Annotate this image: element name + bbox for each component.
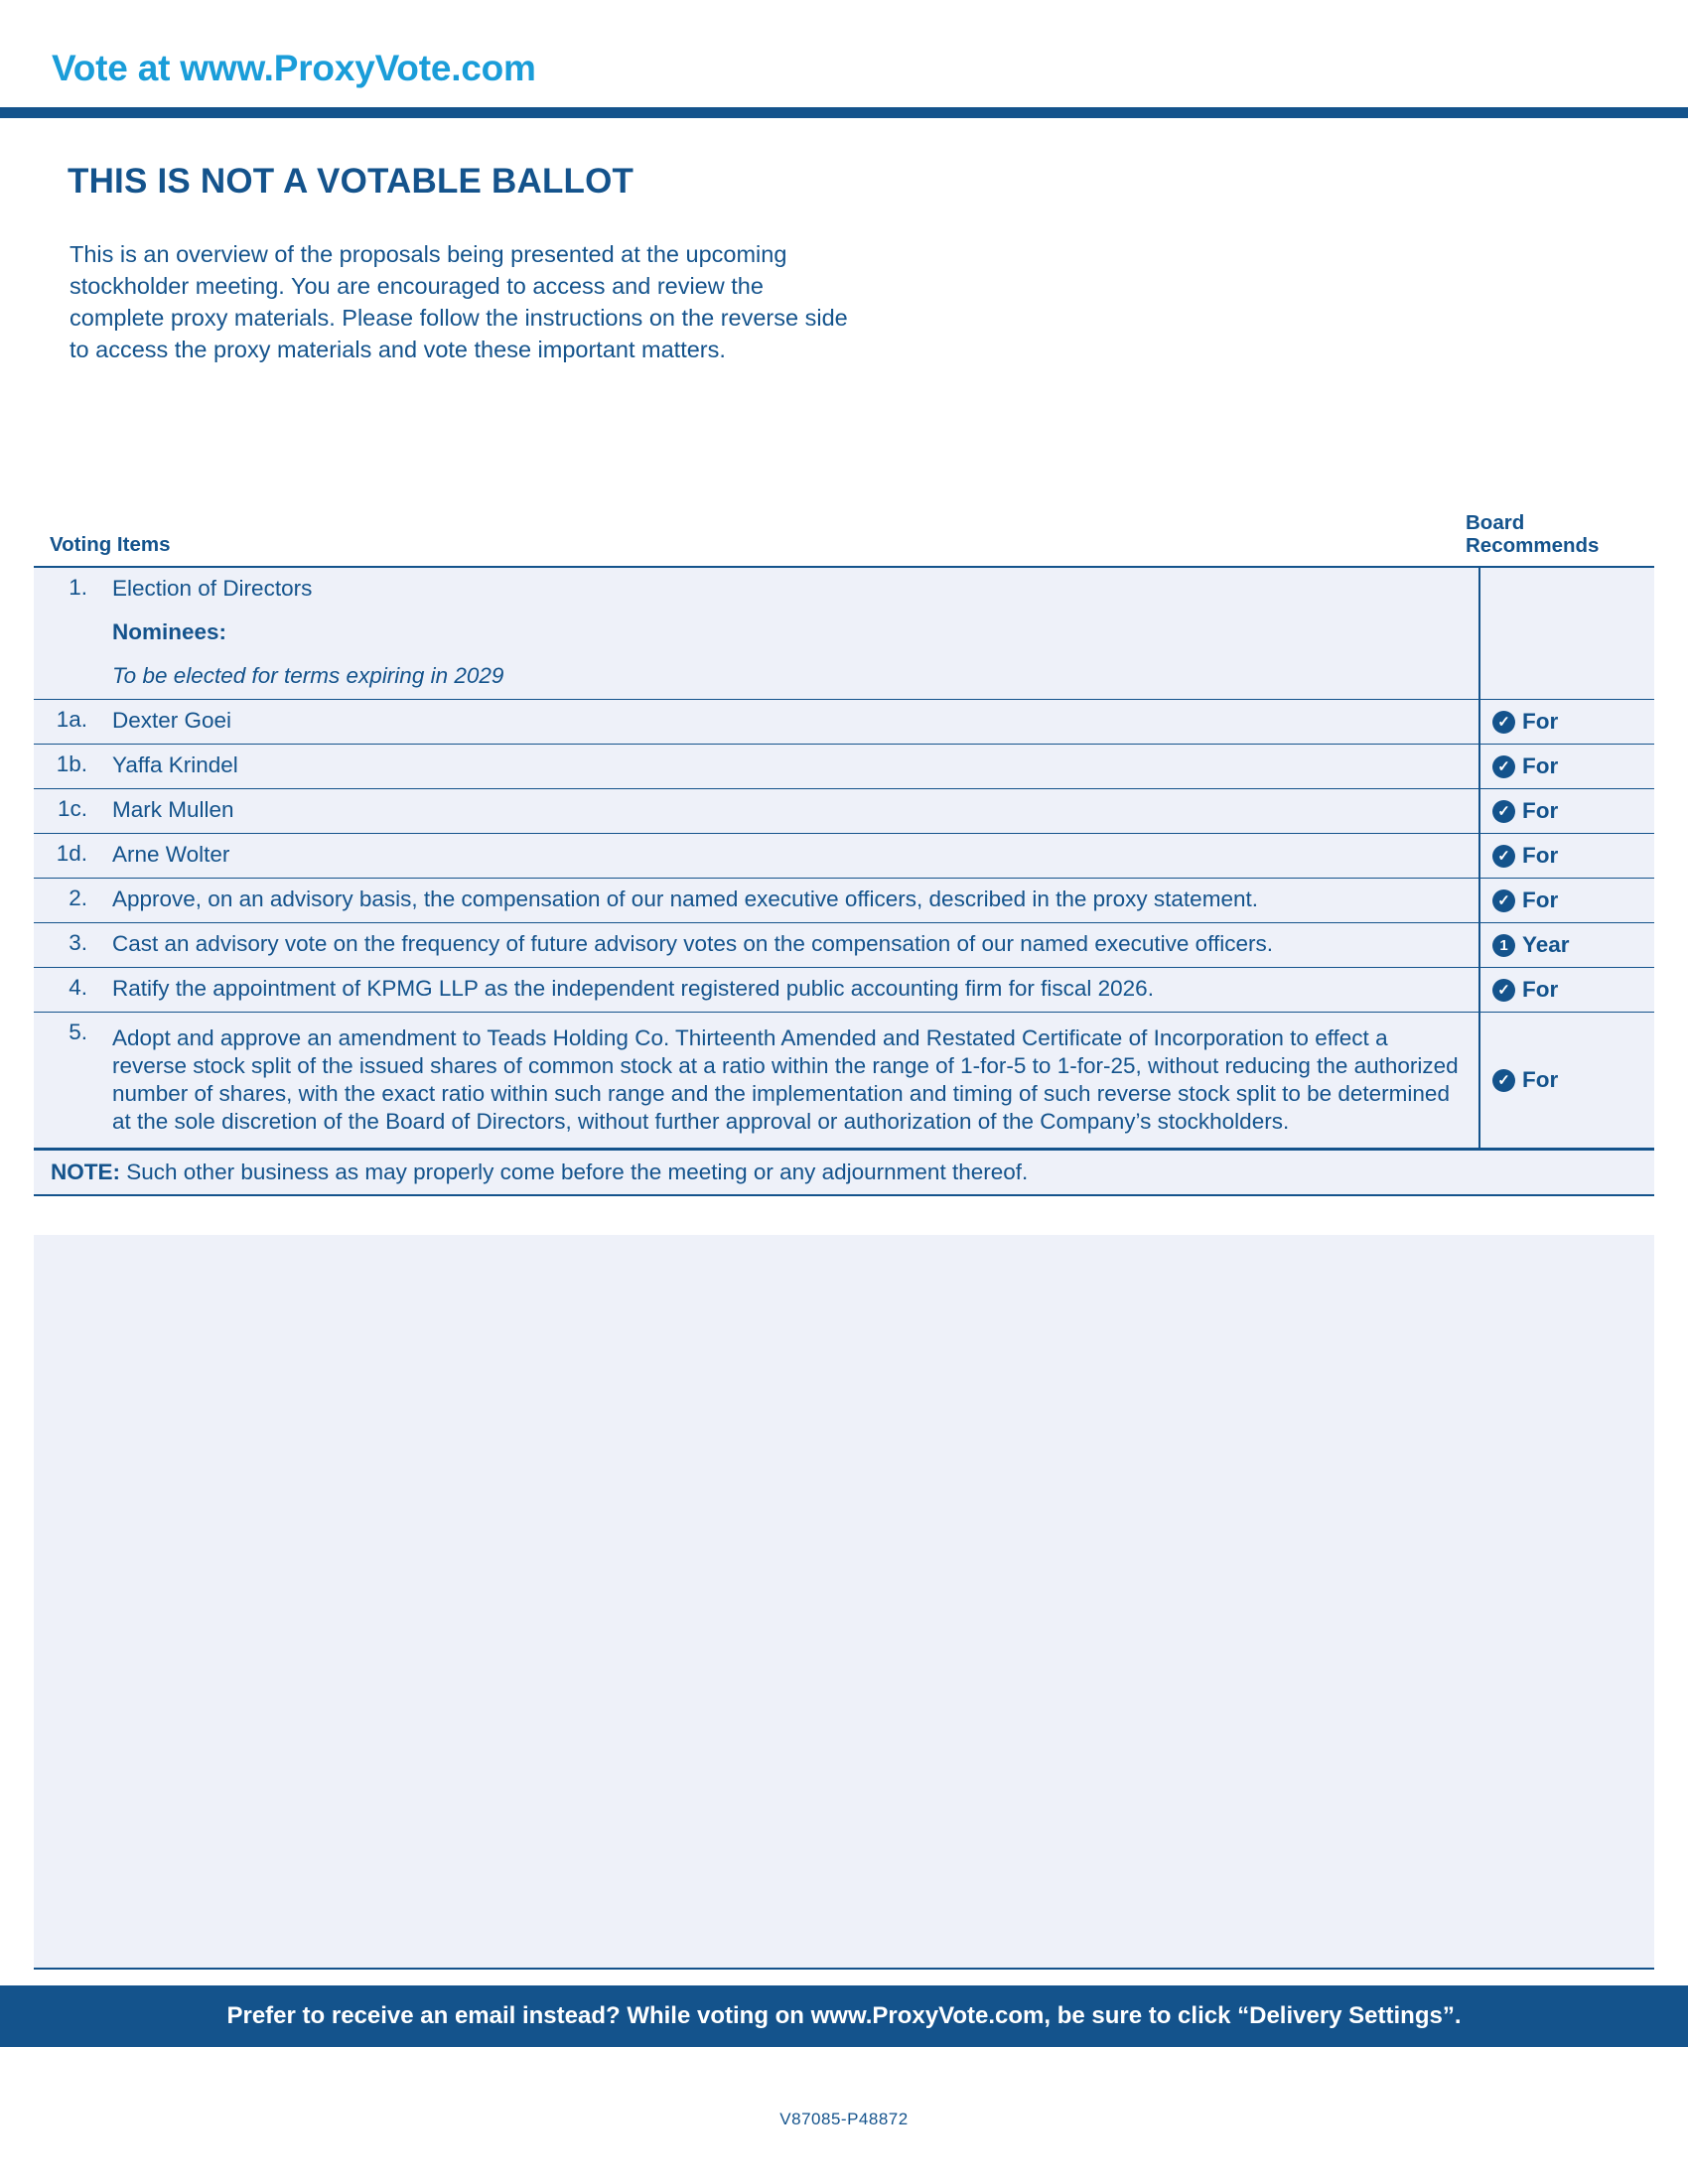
recommendation-label: For [1522,753,1559,778]
board-recommendation [1480,655,1654,699]
item-text: Mark Mullen [95,789,1480,833]
recommendation-label: Year [1522,932,1570,957]
item-text: Adopt and approve an amendment to Teads Holding Co. Thirteenth Amended and Restated Certificate of Incorporation to effect a reverse stock split of the issued shares of common stock at a ratio within the range of 1-for-5 to 1-for-25, without reducing the authorized number of shares, with the exact ratio within such range and the implementation and timing of such reverse stock split to be determined at the sole discretion of the Board of Directors, without further approval or authorization of the Company’s stockholders. [95,1013,1480,1148]
table-row [34,700,1654,745]
table-row [34,568,1654,612]
table-row [34,789,1654,834]
board-header-line2: Recommends [1466,534,1600,557]
table-row [34,879,1654,923]
item-number: 3. [69,930,87,955]
item-text: Cast an advisory vote on the frequency of future advisory votes on the compensation of our named executive officers. [95,923,1480,967]
header-divider [0,107,1688,118]
check-icon: ✓ [1492,800,1515,823]
board-header-line1: Board [1466,511,1525,534]
column-header-voting-items: Voting Items [50,533,171,556]
item-text: Ratify the appointment of KPMG LLP as the independent registered public accounting firm for fiscal 2026. [95,968,1480,1012]
term-note: To be elected for terms expiring in 2029 [95,655,1480,699]
check-icon: ✓ [1492,889,1515,912]
board-recommendation [1480,612,1654,655]
check-icon: ✓ [1492,755,1515,778]
item-text: Approve, on an advisory basis, the compensation of our named executive officers, described in the proxy statement. [95,879,1480,922]
board-recommendation [1480,789,1654,833]
recommendation-label: For [1522,887,1559,912]
one-year-icon: 1 [1492,934,1515,957]
notice-body-text: This is an overview of the proposals being presented at the upcoming stockholder meeting. You are encouraged to access and review the complete proxy materials. Please follow the instructions on the reverse side to access the proxy materials and vote these important matters. [70,241,848,362]
note-label: NOTE: [51,1160,120,1184]
item-number: 5. [69,1020,87,1044]
item-number: 1b. [56,751,87,776]
footer-bar [0,1985,1688,2047]
item-number [34,612,95,655]
page-header [0,22,1688,113]
item-text: Arne Wolter [95,834,1480,878]
recommendation-label: For [1522,709,1559,734]
document-control-number: V87085-P48872 [779,2110,909,2128]
header-title: Vote at www.ProxyVote.com [52,48,536,88]
board-recommendation [1480,879,1654,922]
table-row [34,923,1654,968]
board-recommendation [1480,834,1654,878]
check-icon: ✓ [1492,845,1515,868]
table-row [34,745,1654,789]
voting-items-table [34,566,1654,1196]
table-row [34,1013,1654,1149]
board-recommendation [1480,745,1654,788]
item-number: 1c. [57,796,87,821]
item-text: Yaffa Krindel [95,745,1480,788]
table-row [34,834,1654,879]
item-number: 4. [69,975,87,1000]
check-icon: ✓ [1492,711,1515,734]
recommendation-label: For [1522,977,1559,1002]
column-header-board-recommends [1466,511,1664,557]
nominees-label: Nominees: [95,612,1480,655]
board-recommendation [1480,1013,1654,1148]
page-title: THIS IS NOT A VOTABLE BALLOT [68,162,634,201]
table-row [34,968,1654,1013]
item-text: Election of Directors [95,568,1480,612]
table-row [34,655,1654,700]
footer-message: Prefer to receive an email instead? While voting on www.ProxyVote.com, be sure to click “Delivery Settings”. [226,2002,1462,2029]
board-recommendation [1480,968,1654,1012]
note-text: Such other business as may properly come before the meeting or any adjournment thereof. [120,1160,1029,1184]
board-recommendation [1480,568,1654,612]
item-text: Dexter Goei [95,700,1480,744]
recommendation-label: For [1522,843,1559,868]
blank-area [34,1235,1654,1970]
table-row [34,612,1654,655]
check-icon: ✓ [1492,1069,1515,1092]
board-recommendation [1480,700,1654,744]
item-number: 1a. [56,707,87,732]
check-icon: ✓ [1492,979,1515,1002]
item-number: 1d. [56,841,87,866]
board-recommendation [1480,923,1654,967]
item-number [34,655,95,699]
note-row [34,1149,1654,1194]
item-number: 1. [69,575,87,600]
recommendation-label: For [1522,1067,1559,1092]
recommendation-label: For [1522,798,1559,823]
item-number: 2. [69,886,87,910]
